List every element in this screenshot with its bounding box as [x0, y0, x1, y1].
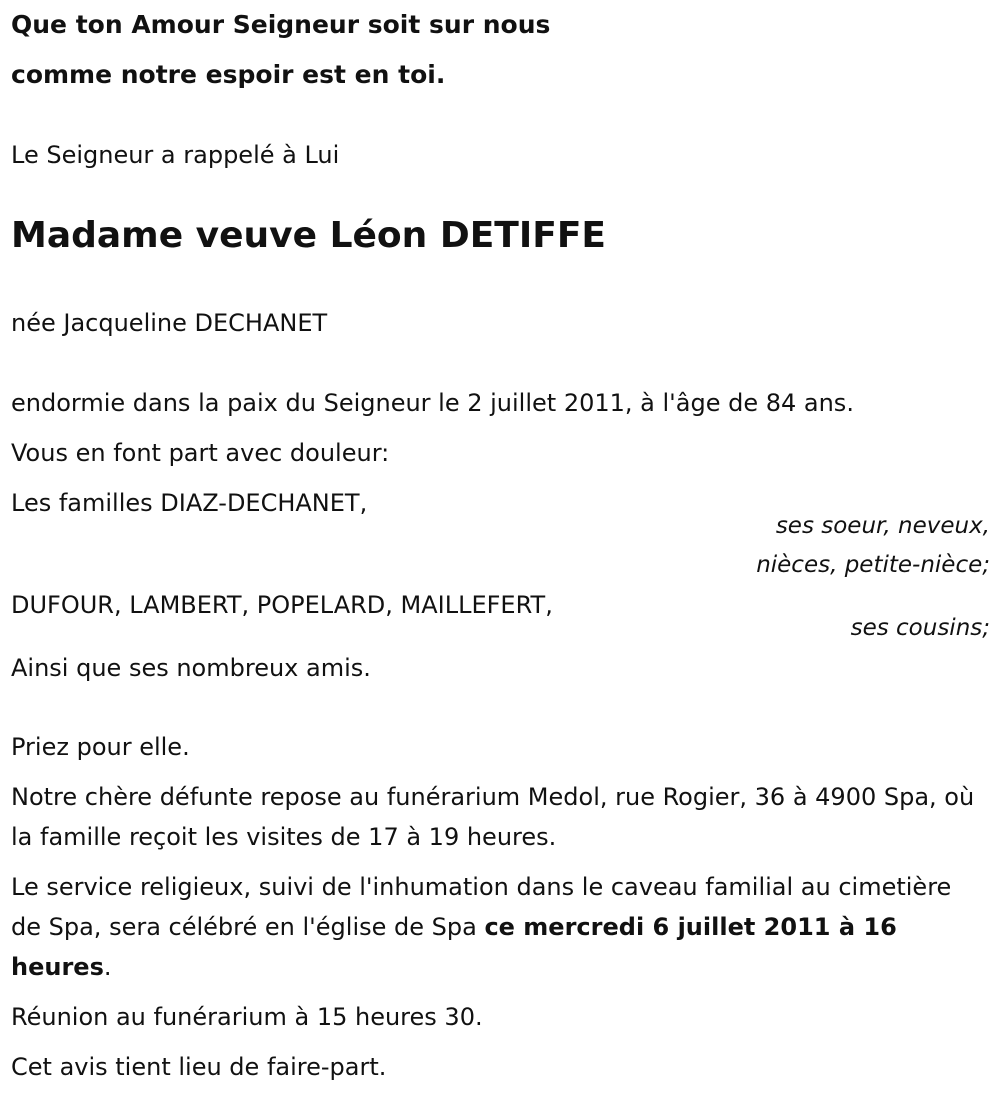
friends-line: Ainsi que ses nombreux amis. — [11, 654, 371, 682]
family-group1-relation-2: nièces, petite-nièce; — [756, 552, 990, 578]
prayer-line: Priez pour elle. — [11, 733, 190, 761]
service-text: Le service religieux, suivi de l'inhumation dans le caveau familial au cimetière de Spa, sera célébré en l'église de Spa — [11, 873, 952, 941]
rest-place-paragraph: Notre chère défunte repose au funérarium Medol, rue Rogier, 36 à 4900 Spa, où la famille reçoit les visites de 17 à 19 heures. — [11, 783, 975, 851]
family-group2-relation: ses cousins; — [850, 615, 990, 641]
family-group1-names: Les familles DIAZ-DECHANET, — [11, 489, 368, 517]
family-intro: Vous en font part avec douleur: — [11, 439, 390, 467]
family-group1-relation-1: ses soeur, neveux, — [775, 513, 990, 539]
meeting-line: Réunion au funérarium à 15 heures 30. — [11, 1003, 483, 1031]
service-end: . — [103, 953, 112, 981]
verse-line-1: Que ton Amour Seigneur soit sur nous — [11, 10, 551, 39]
announcement: Le Seigneur a rappelé à Lui — [11, 141, 340, 169]
service-paragraph — [11, 867, 986, 987]
family-group2-names: DUFOUR, LAMBERT, POPELARD, MAILLEFERT, — [11, 591, 553, 619]
service-datetime: ce mercredi 6 juillet 2011 à 16 heures — [11, 913, 897, 981]
deceased-name: Madame veuve Léon DETIFFE — [11, 215, 607, 256]
closing-line: Cet avis tient lieu de faire-part. — [11, 1053, 387, 1081]
verse-line-2: comme notre espoir est en toi. — [11, 60, 446, 89]
maiden-name: née Jacqueline DECHANET — [11, 309, 328, 337]
death-statement: endormie dans la paix du Seigneur le 2 juillet 2011, à l'âge de 84 ans. — [11, 389, 854, 417]
